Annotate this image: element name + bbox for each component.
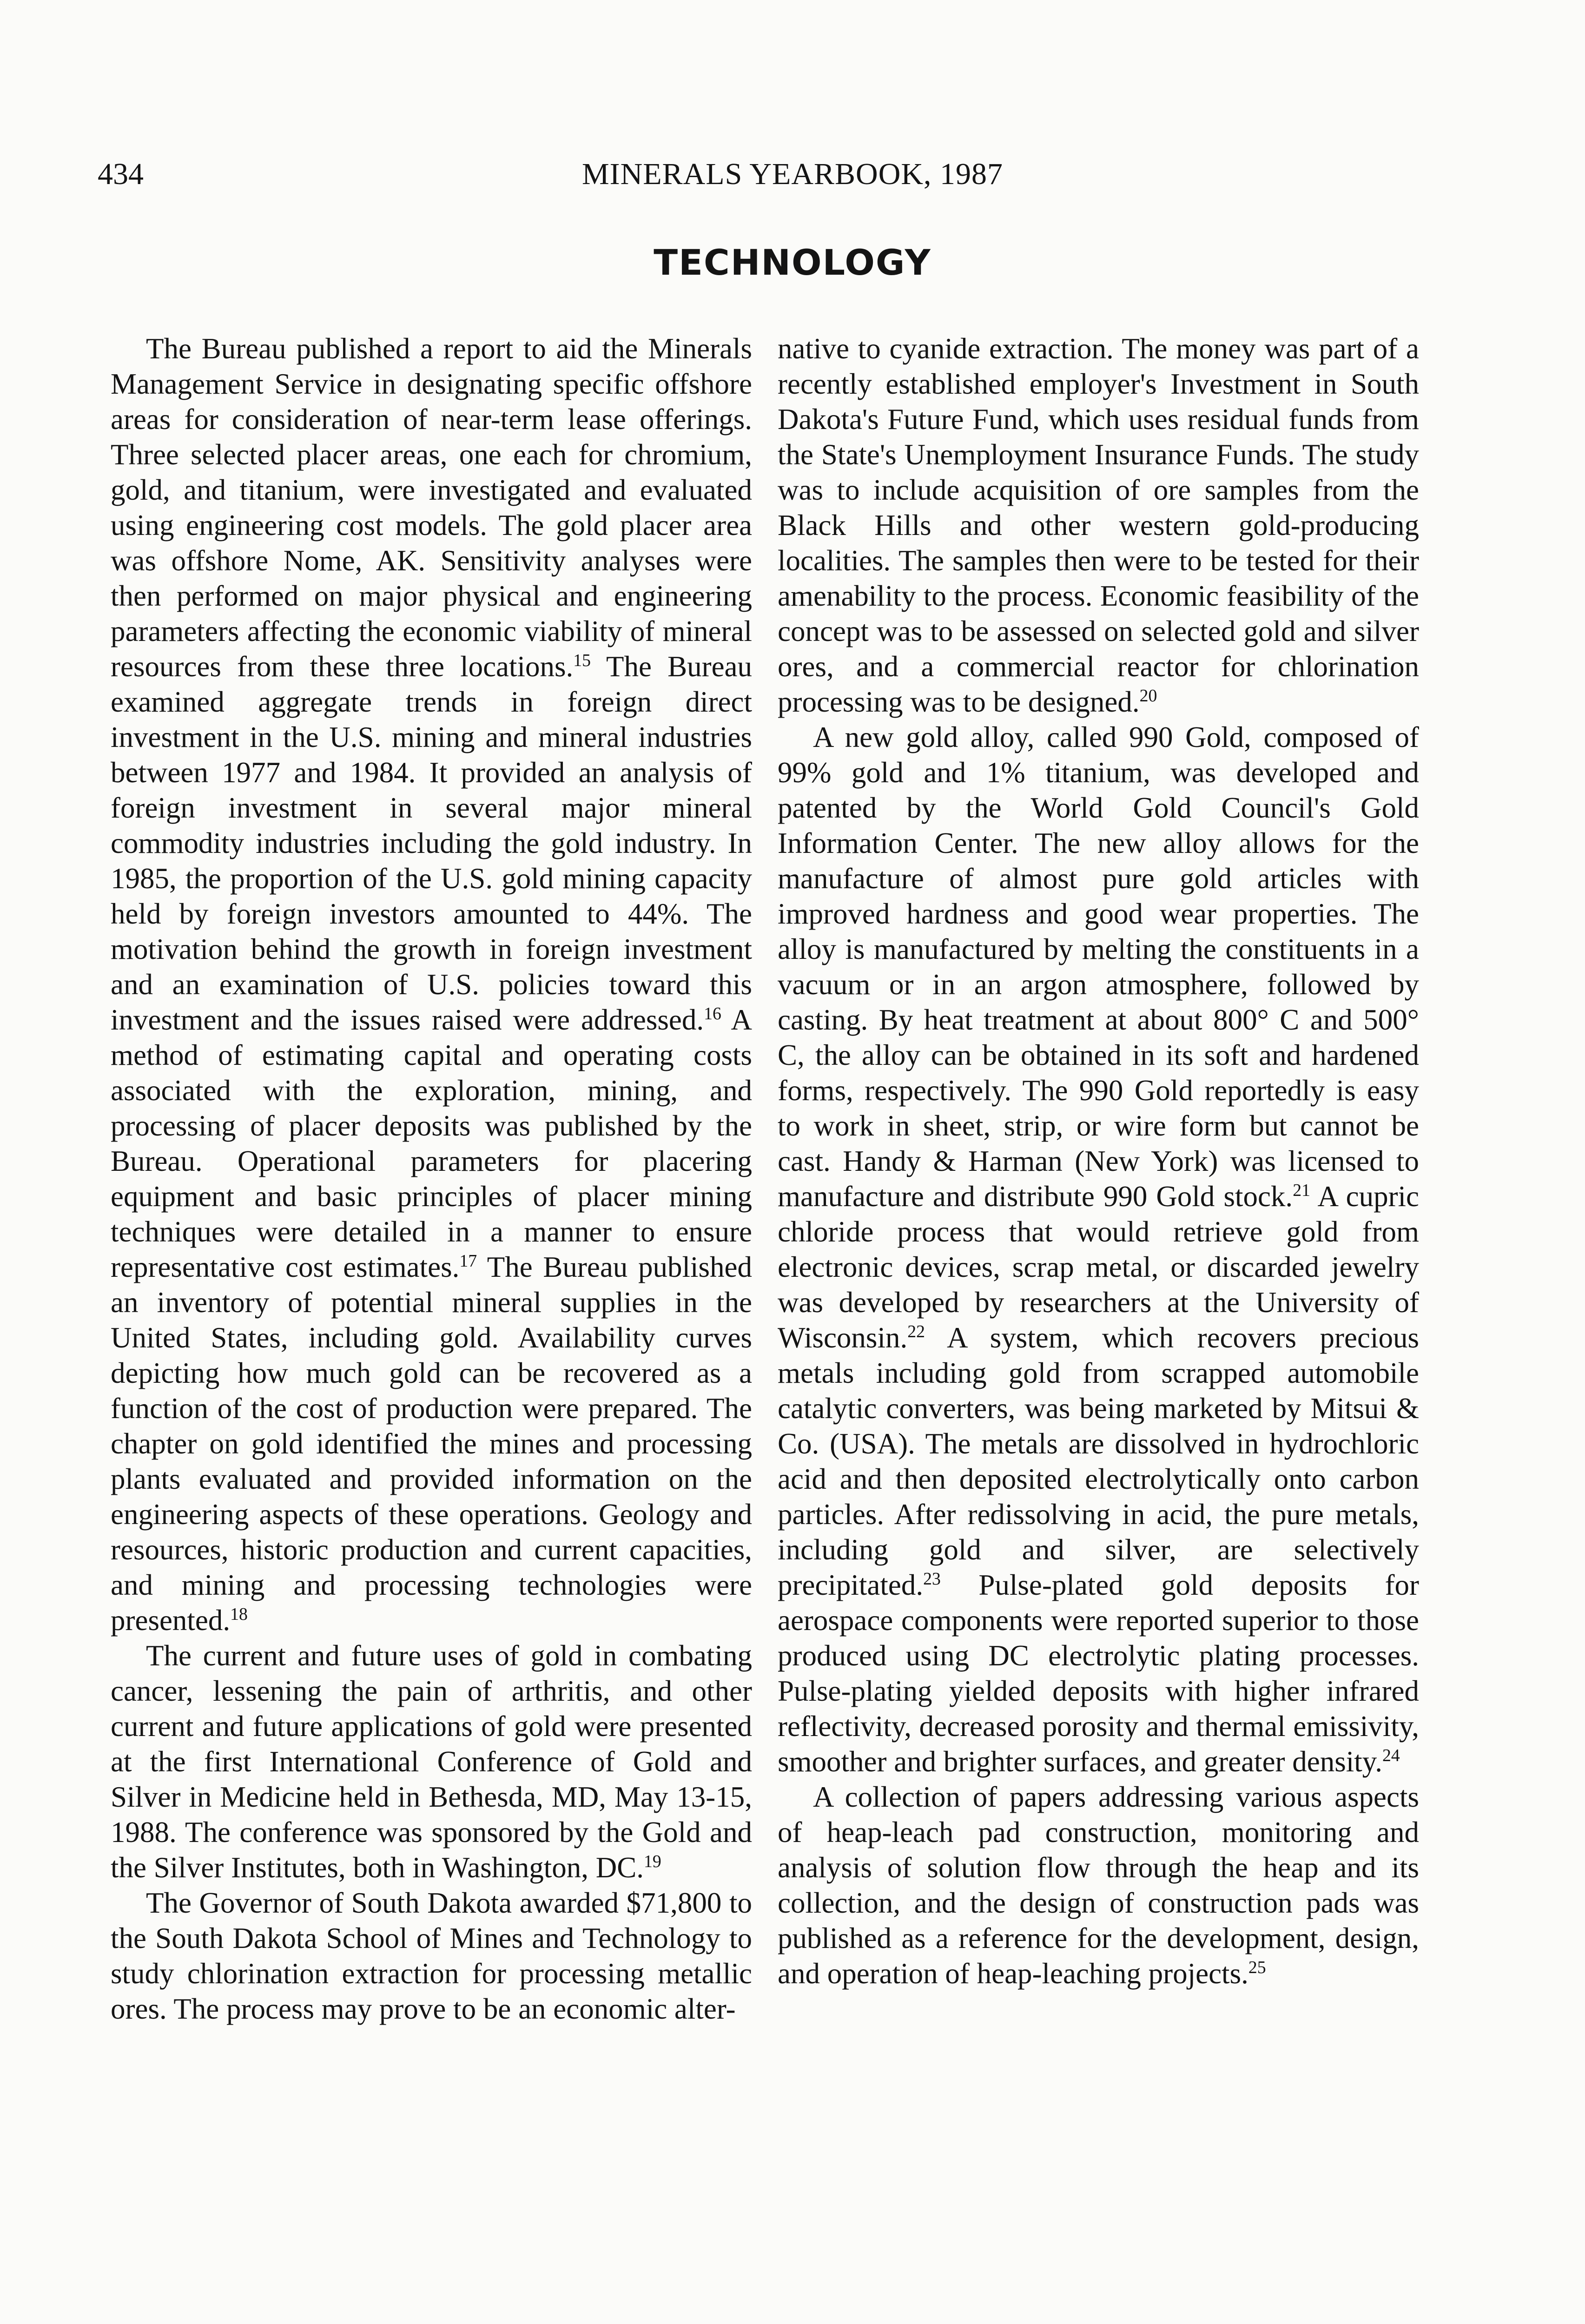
text-run: The Bureau published a report to aid the Minerals Management Service in designating specific offshore areas for consideration of near-term lease offerings. Three selected placer areas, one each for chromium, gold, and titanium, were investigated and evaluated using engineering cost models. The gold placer area was offshore Nome, AK. Sensitivity analyses were then performed on major physical and engineering parameters affecting the economic viability of mineral resources from these three locations. [111,332,752,683]
paragraph [111,331,752,1638]
paragraph [111,1638,752,1885]
page-number: 434 [98,157,144,191]
text-run: The current and future uses of gold in combating cancer, lessening the pain of arthritis, and other current and future applications of gold were presented at the first International Conference of Gold and Silver in Medicine held in Bethesda, MD, May 13-15, 1988. The conference was sponsored by the Gold and the Silver Institutes, both in Washington, DC. [111,1639,752,1884]
text-run: native to cyanide extraction. The money was part of a recently established employer's Investment in South Dakota's Future Fund, which uses residual funds from the State's Unemployment Insurance Funds. The study was to include acquisition of ore samples from the Black Hills and other western gold-producing localities. The samples then were to be tested for their amenability to the process. Economic feasibility of the concept was to be assessed on selected gold and silver ores, and a commercial reactor for chlorination processing was to be designed. [778,332,1419,718]
running-header [98,153,1487,195]
text-run: A method of estimating capital and operating costs associated with the exploration, mining, and processing of placer deposits was published by the Bureau. Operational parameters for placering equipment and basic principles of placer mining techniques were detailed in a manner to ensure representative cost estimates. [111,1004,752,1283]
right-column [778,331,1419,1991]
left-column [111,331,752,2027]
text-run: The Bureau examined aggregate trends in foreign direct investment in the U.S. mining and mineral industries between 1977 and 1984. It provided an analysis of foreign investment in several major mineral commodity industries including the gold industry. In 1985, the proportion of the U.S. gold mining capacity held by foreign investors amounted to 44%. The motivation behind the growth in foreign investment and an examination of U.S. policies toward this investment and the issues raised were addressed. [111,650,752,1036]
footnote-ref: 23 [923,1569,941,1589]
footnote-ref: 20 [1139,686,1157,706]
text-run: A collection of papers addressing various aspects of heap-leach pad construction, monitoring and analysis of solution flow through the heap and its collection, and the design of construction pads was published as a reference for the development, design, and operation of heap-leaching projects. [778,1781,1419,1990]
text-run: A new gold alloy, called 990 Gold, composed of 99% gold and 1% titanium, was developed and patented by the World Gold Council's Gold Information Center. The new alloy allows for the manufacture of almost pure gold articles with improved hardness and good wear properties. The alloy is manufactured by melting the constituents in a vacuum or in an argon atmosphere, followed by casting. By heat treatment at about 800° C and 500° C, the alloy can be obtained in its soft and hardened forms, respectively. The 990 Gold reportedly is easy to work in sheet, strip, or wire form but cannot be cast. Handy & Harman (New York) was licensed to manufacture and distribute 990 Gold stock. [778,721,1419,1213]
footnote-ref: 15 [573,651,591,670]
footnote-ref: 16 [704,1004,721,1023]
section-heading: TECHNOLOGY [654,242,931,283]
footnote-ref: 22 [907,1322,925,1341]
paragraph [778,1779,1419,1991]
footnote-ref: 18 [230,1604,248,1624]
text-run: The Governor of South Dakota awarded $71,800 to the South Dakota School of Mines and Technology to study chlorination extraction for processing metallic ores. The process may prove to be an economic alter- [111,1887,752,2025]
footnote-ref: 17 [459,1251,477,1271]
paragraph [778,720,1419,1779]
paragraph [111,1885,752,2027]
text-run: A system, which recovers precious metals including gold from scrapped automobile catalytic converters, was being marketed by Mitsui & Co. (USA). The metals are dissolved in hydrochloric acid and then deposited electrolytically onto carbon particles. After redissolving in acid, the pure metals, including gold and silver, are selectively precipitated. [778,1321,1419,1601]
text-run: A cupric chloride process that would retrieve gold from electronic devices, scrap metal, or discarded jewelry was developed by researchers at the University of Wisconsin. [778,1180,1420,1354]
footnote-ref: 24 [1382,1746,1400,1765]
footnote-ref: 19 [643,1852,661,1871]
book-title: MINERALS YEARBOOK, 1987 [581,157,1004,191]
text-run: Pulse-plated gold deposits for aerospace components were reported superior to those produced using DC electrolytic plating processes. Pulse-plating yielded deposits with higher infrared reflectivity, decreased porosity and thermal emissivity, smoother and brighter surfaces, and greater density. [778,1569,1419,1778]
footnote-ref: 21 [1293,1181,1310,1200]
text-run: The Bureau published an inventory of potential mineral supplies in the United States, including gold. Availability curves depicting how much gold can be recovered as a function of the cost of production were prepared. The chapter on gold identified the mines and processing plants evaluated and provided information on the engineering aspects of these operations. Geology and resources, historic production and current capacities, and mining and processing technologies were presented. [111,1251,752,1637]
paragraph-continued [778,331,1419,720]
footnote-ref: 25 [1248,1958,1266,1977]
